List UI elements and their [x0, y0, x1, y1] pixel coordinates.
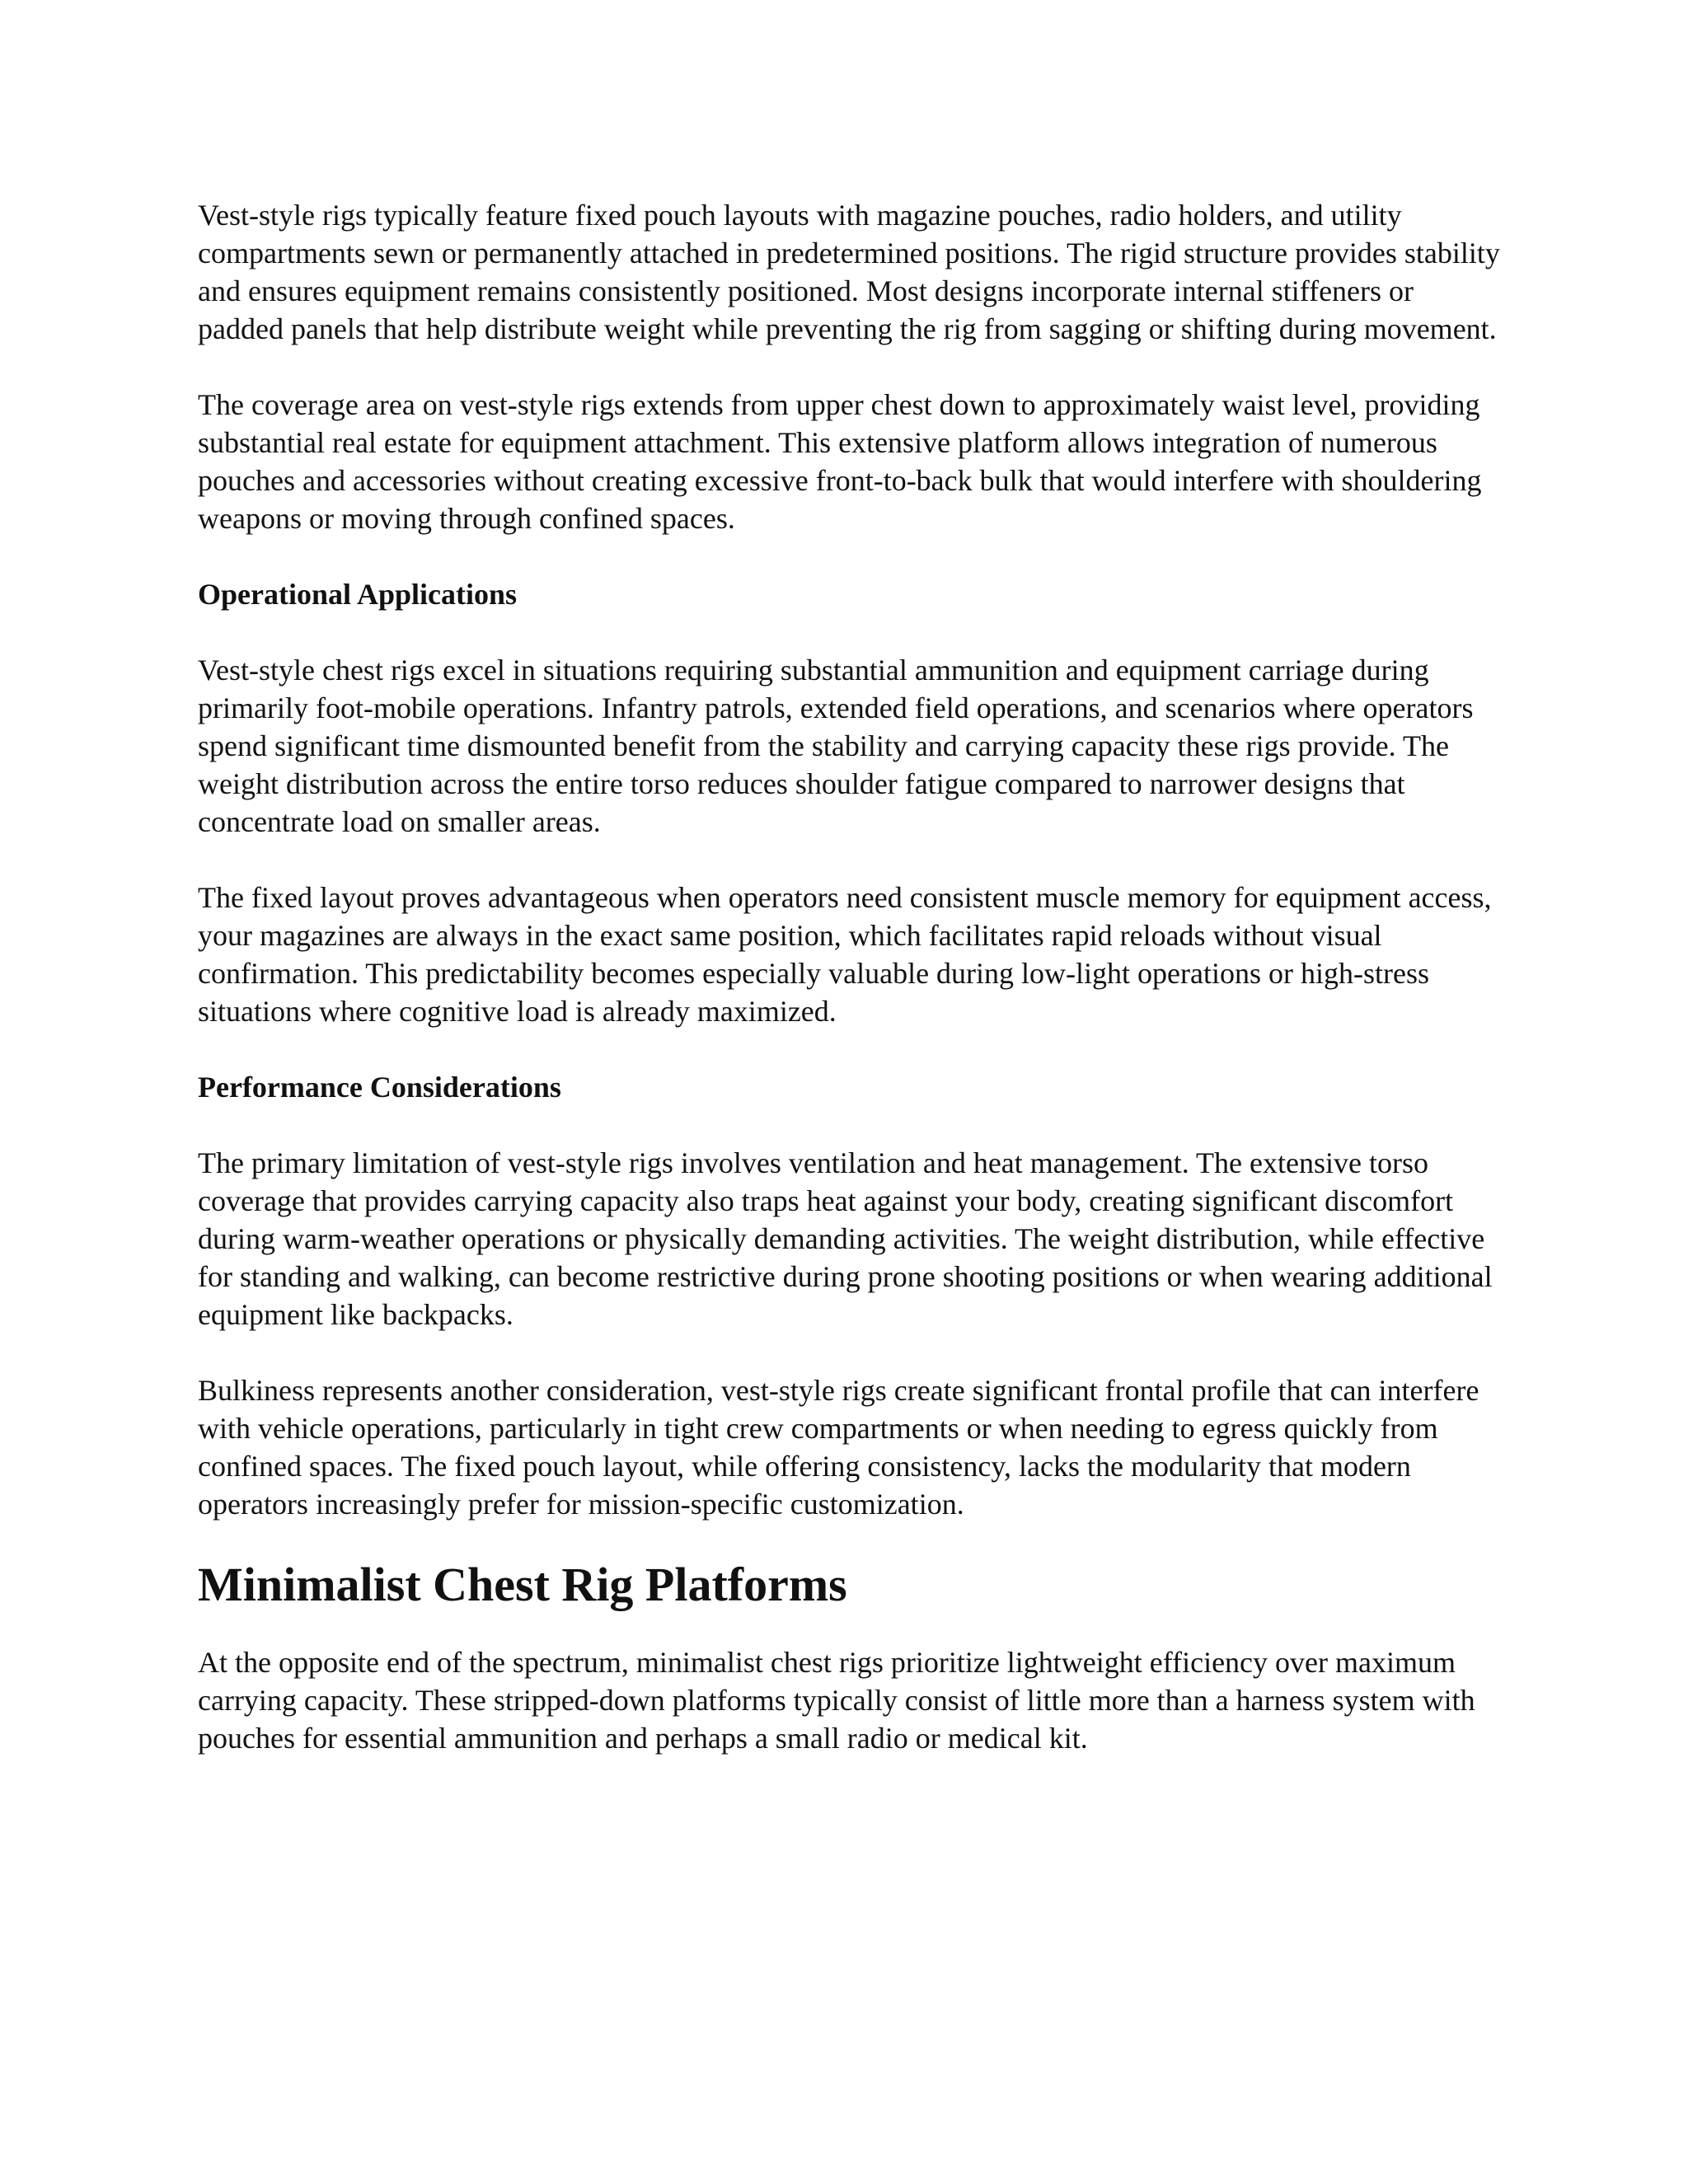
paragraph-primary-limitation: The primary limitation of vest-style rigs involves ventilation and heat management. The extensive torso coverage that provides carrying capacity also traps heat against your body, creating significant discomfort during warm-weather operations or physically demanding activities. The weight distribution, while effective for standing and walking, can become restrictive during prone shooting positions or when wearing additional equipment like backpacks.: [198, 1146, 1493, 1331]
paragraph-vest-layout: Vest-style rigs typically feature fixed pouch layouts with magazine pouches, radio holders, and utility compartments sewn or permanently attached in predetermined positions. The rigid structure provides stability and ensures equipment remains consistently positioned. Most designs incorporate internal stiffeners or padded panels that help distribute weight while preventing the rig from sagging or shifting during movement.: [198, 199, 1500, 345]
heading-performance-considerations: Performance Considerations: [198, 1071, 561, 1104]
paragraph-coverage-area: The coverage area on vest-style rigs extends from upper chest down to approximately waist level, providing substantial real estate for equipment attachment. This extensive platform allows integration of numerous pouches and accessories without creating excessive front-to-back bulk that would interfere with shouldering weapons or moving through confined spaces.: [198, 388, 1482, 535]
section-title-minimalist: Minimalist Chest Rig Platforms: [198, 1558, 847, 1611]
paragraph-fixed-layout: The fixed layout proves advantageous when operators need consistent muscle memory for equipment access, your magazines are always in the exact same position, which facilitates rapid reloads without visual confirmation. This predictability becomes especially valuable during low-light operations or high-stress situations where cognitive load is already maximized.: [198, 881, 1492, 1028]
paragraph-minimalist-intro: At the opposite end of the spectrum, minimalist chest rigs prioritize lightweight efficiency over maximum carrying capacity. These stripped-down platforms typically consist of little more than a harness system with pouches for essential ammunition and perhaps a small radio or medical kit.: [198, 1646, 1475, 1755]
document-page: [198, 196, 1500, 1795]
paragraph-bulkiness: Bulkiness represents another consideration, vest-style rigs create significant frontal profile that can interfere with vehicle operations, particularly in tight crew compartments or when needing to egress quickly from confined spaces. The fixed pouch layout, while offering consistency, lacks the modularity that modern operators increasingly prefer for mission-specific customization.: [198, 1374, 1479, 1521]
paragraph-excel-situations: Vest-style chest rigs excel in situations requiring substantial ammunition and equipment carriage during primarily foot-mobile operations. Infantry patrols, extended field operations, and scenarios where operators spend significant time dismounted benefit from the stability and carrying capacity these rigs provide. The weight distribution across the entire torso reduces shoulder fatigue compared to narrower designs that concentrate load on smaller areas.: [198, 654, 1474, 838]
heading-operational-applications: Operational Applications: [198, 578, 518, 611]
